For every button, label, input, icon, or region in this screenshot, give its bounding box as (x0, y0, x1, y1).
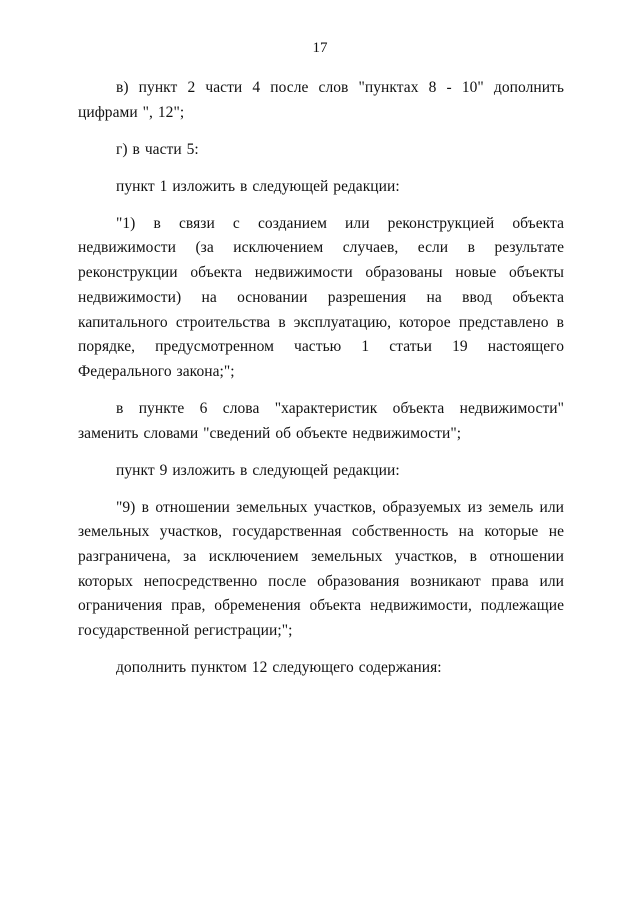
paragraph-item12-intro: дополнить пунктом 12 следующего содержания: (116, 659, 442, 677)
paragraph-v-first-line: в) пункт 2 части 4 после слов "пунктах 8 - 10" дополнить (116, 79, 564, 96)
document-body (78, 76, 564, 681)
paragraph-item9-intro: пункт 9 изложить в следующей редакции: (116, 461, 400, 479)
page-number: 17 (312, 40, 328, 56)
paragraph-item6: в пункте 6 слова "характеристик объекта недвижимости" заменить словами "сведений об объекте недвижимости"; (78, 399, 564, 442)
paragraph-item1-text: "1) в связи с созданием или реконструкцией объекта недвижимости (за исключением случаев, если в результате реконструкции объекта недвижимости образованы новые объекты недвижимости) на основании разрешения на ввод объекта капитального строительства в эксплуатацию, которое представлено в порядке, предусмотренном частью 1 статьи 19 настоящего Федерального закона;"; (78, 214, 564, 380)
paragraph-item1-intro: пункт 1 изложить в следующей редакции: (116, 177, 400, 195)
paragraph-item9-text: "9) в отношении земельных участков, образуемых из земель или земельных участков, государственная собственность на которые не разграничена, за исключением земельных участков, в отношении которых непосредственно после образования возникают права или ограничения прав, обременения объекта недвижимости, подлежащие государственной регистрации;"; (78, 498, 564, 640)
paragraph-g: г) в части 5: (116, 140, 199, 158)
paragraph-v-continuation: цифрами ", 12"; (78, 103, 185, 121)
